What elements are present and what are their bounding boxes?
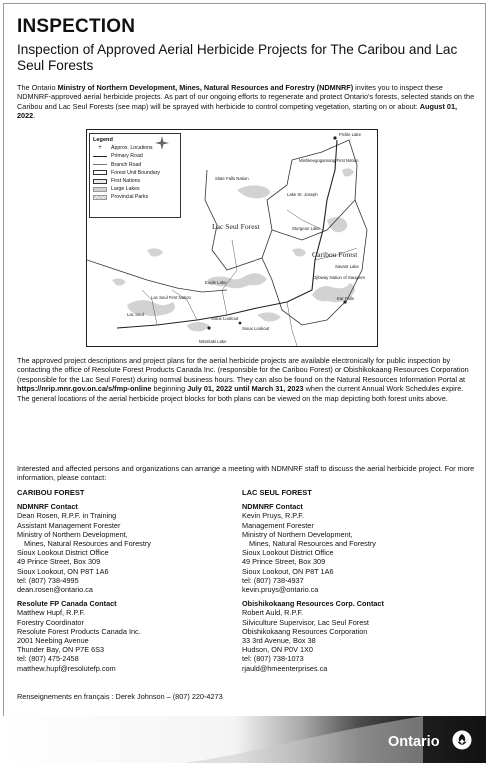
place-label: Eagle Lake	[205, 280, 227, 285]
page-subtitle: Inspection of Approved Aerial Herbicide Projects for The Caribou and Lac Seul Forests	[17, 42, 458, 73]
legend-item: Forest Unit Boundary	[93, 169, 177, 177]
contact-line: Resolute Forest Products Canada Inc.	[17, 626, 141, 636]
contact-line: Forestry Coordinator	[17, 617, 84, 627]
contact-line: 49 Prince Street, Box 309	[17, 557, 101, 567]
place-label: Slate Falls Nation	[215, 176, 249, 181]
contact-line: 33 3rd Avenue, Box 38	[242, 636, 316, 646]
contact-heading: Obishikokaang Resources Corp. Contact	[242, 599, 384, 609]
place-label: Pickle Lake	[339, 132, 361, 137]
lac-seul-forest-contacts	[242, 488, 462, 673]
contact-email[interactable]: kevin.pruys@ontario.ca	[242, 585, 319, 595]
contact-line: Obishikokaang Resources Corporation	[242, 626, 368, 636]
contact-phone: tel: (807) 738-4995	[17, 575, 79, 585]
meeting-paragraph: Interested and affected persons and organizations can arrange a meeting with NDMNRF staff to discuss the aerial herbicide project. For more information, please contact:	[17, 464, 475, 483]
legend-item: Provincial Parks	[93, 193, 177, 201]
french-info-line: Renseignements en français : Derek Johnson – (807) 220-4273	[17, 692, 223, 701]
contact-email[interactable]: dean.rosen@ontario.ca	[17, 585, 93, 595]
contact-line: Silviculture Supervisor, Lac Seul Forest	[242, 617, 369, 627]
contact-line: Management Forester	[242, 520, 314, 530]
legend-item: Large Lakes	[93, 185, 177, 193]
trillium-icon	[452, 730, 472, 750]
place-label: Sioux Lookout	[211, 316, 239, 321]
contact-line: Matthew Hupf, R.P.F.	[17, 608, 85, 618]
contact-phone: tel: (807) 738-1073	[242, 654, 304, 664]
contact-phone: tel: (807) 475-2458	[17, 654, 79, 664]
contact-email[interactable]: rjauld@hmeenterprises.ca	[242, 663, 328, 673]
compass-icon	[155, 136, 169, 150]
place-label: Lac Seul First Nation	[151, 295, 191, 300]
contact-line: Sioux Lookout District Office	[17, 548, 109, 558]
place-label: Sioux Lookout	[242, 326, 270, 331]
contact-line: Assistant Management Forester	[17, 520, 121, 530]
contact-line: Thunder Bay, ON P7E 6S3	[17, 645, 105, 655]
place-label: Ojibway Nation of Saugeen	[313, 275, 366, 280]
place-label: Ear Falls	[337, 296, 354, 301]
contact-line: Ministry of Northern Development,	[242, 529, 353, 539]
caribou-forest-contacts	[17, 488, 237, 673]
contact-line: Sioux Lookout District Office	[242, 548, 334, 558]
legend-title: Legend	[93, 137, 113, 143]
contact-phone: tel: (807) 738-4937	[242, 575, 304, 585]
ontario-logo-text: Ontario	[388, 734, 440, 750]
contact-line: Kevin Pruys, R.P.F.	[242, 511, 304, 521]
place-label: Sturgeon Lake	[292, 226, 320, 231]
contact-email[interactable]: matthew.hupf@resolutefp.com	[17, 663, 116, 673]
contact-line: Mines, Natural Resources and Forestry	[24, 539, 151, 549]
start-date: August 01, 2022	[17, 101, 458, 121]
ministry-name: Ministry of Northern Development, Mines, Natural Resources and Forestry (NDMNRF)	[57, 83, 354, 92]
project-map	[86, 129, 378, 347]
place-label: Lac Seul	[127, 312, 144, 317]
place-label: Mishkeegogamang First Nation	[299, 158, 359, 163]
lac-seul-heading: LAC SEUL FOREST	[242, 488, 312, 497]
page-title: INSPECTION	[17, 16, 136, 37]
footer-swoosh	[183, 716, 423, 763]
contact-line: Robert Auld, R.P.F.	[242, 608, 304, 618]
availability-paragraph: The approved project descriptions and project plans for the aerial herbicide projects are available electronically for public inspection by contacting the office of Resolute Forest Products Canada Inc. (responsible for the Caribou Forest) or Obishikokaang Resources Corporation (responsible for the Lac Seul Forest) during normal business hours. They can also be found on the Natural Resources Information Portal at https://nrip.mnr.gov.on.ca/s/fmp-online beginning July 01, 2022 until March 31, 2023 when the current Annual Work Schedules expire. The general locations of the aerial herbicide project blocks for both plans can be viewed on the map depicting both forest units above.	[17, 356, 469, 403]
legend-item: Primary Road	[93, 152, 177, 160]
legend-item: + Approx. Locations	[93, 144, 177, 152]
place-label: Lake St. Joseph	[287, 192, 318, 197]
inspection-period: July 01, 2022 until March 31, 2023	[187, 384, 304, 394]
intro-paragraph: The Ontario Ministry of Northern Development, Mines, Natural Resources and Forestry (NDMNRF) invites you to inspect these NDMNRF-approved aerial herbicide projects. As part of our ongoing efforts to regenerate and protect Ontario's forests, selected stands on the Caribou and Lac Seul Forests (see map) will be sprayed with herbicide to control competing vegetation, starting on or about: August 01, 2022.	[17, 83, 475, 121]
place-label: Minnitaki Lake	[199, 339, 227, 344]
contact-line: 2001 Neebing Avenue	[17, 636, 89, 646]
region-label-caribou: Caribou Forest	[312, 250, 358, 259]
place-label: Savant Lake	[335, 264, 359, 269]
portal-link[interactable]: https://nrip.mnr.gov.on.ca/s/fmp-online	[17, 384, 152, 394]
region-label-lac-seul: Lac Seul Forest	[212, 222, 260, 231]
contact-line: Ministry of Northern Development,	[17, 529, 128, 539]
caribou-heading: CARIBOU FOREST	[17, 488, 85, 497]
contact-line: Dean Rosen, R.P.F. in Training	[17, 511, 117, 521]
contact-line: 49 Prince Street, Box 309	[242, 557, 326, 567]
contact-line: Hudson, ON P0V 1X0	[242, 645, 313, 655]
contact-line: Mines, Natural Resources and Forestry	[249, 539, 376, 549]
contact-heading: Resolute FP Canada Contact	[17, 599, 117, 609]
contact-heading: NDMNRF Contact	[17, 502, 78, 512]
legend-item: Branch Road	[93, 161, 177, 169]
contact-heading: NDMNRF Contact	[242, 502, 303, 512]
contact-line: Sioux Lookout, ON P8T 1A6	[17, 566, 109, 576]
legend-item: First Nations	[93, 177, 177, 185]
contact-line: Sioux Lookout, ON P8T 1A6	[242, 566, 334, 576]
